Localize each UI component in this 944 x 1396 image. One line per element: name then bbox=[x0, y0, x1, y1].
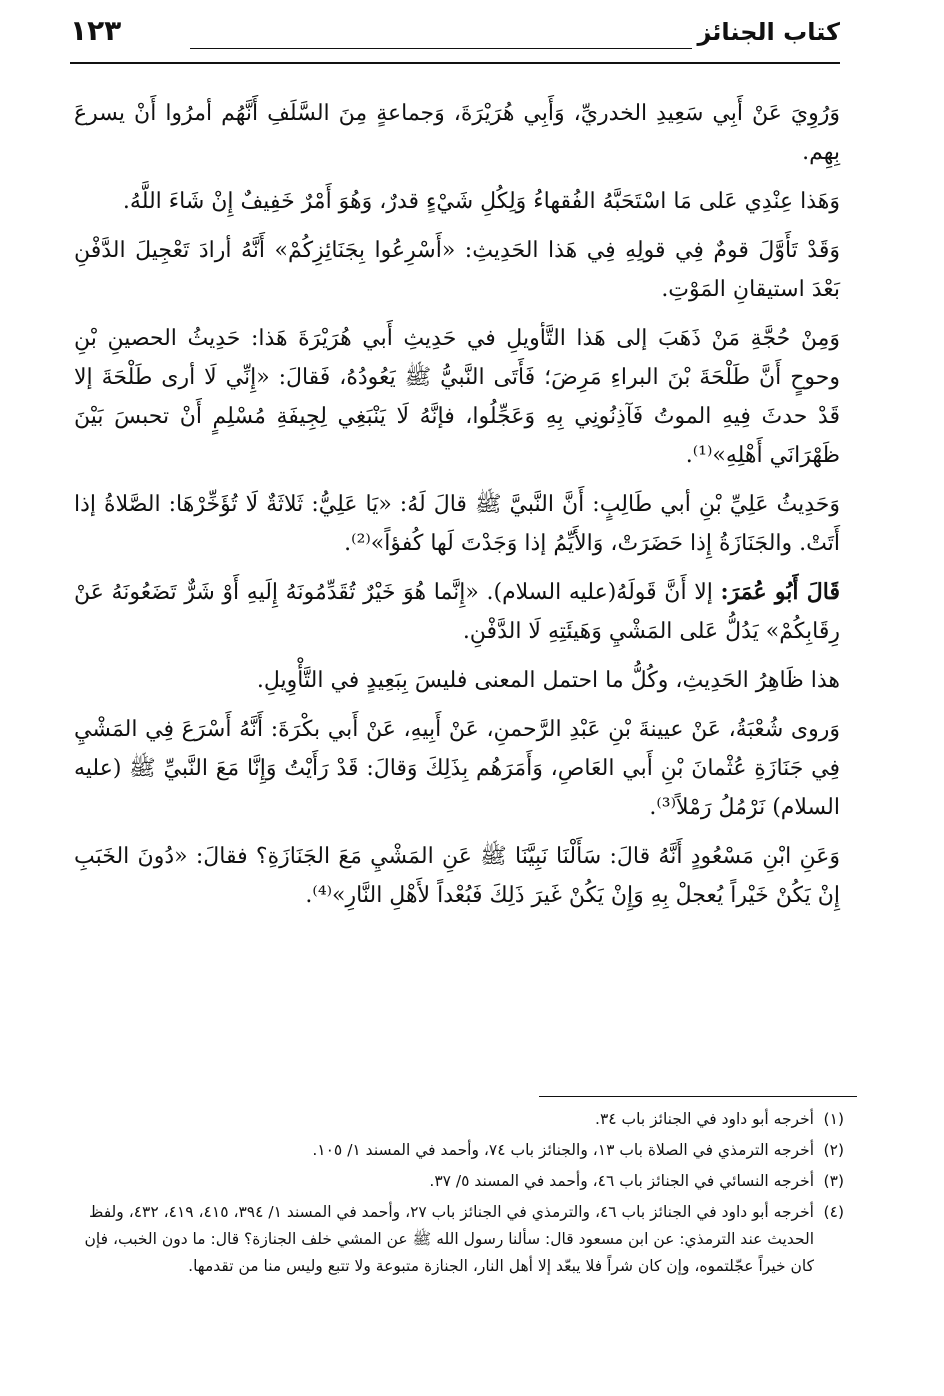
page-number: ١٢٣ bbox=[70, 14, 122, 47]
footnote bbox=[74, 1168, 844, 1195]
paragraph-text: وَعَنِ ابْنِ مَسْعُودٍ أَنَّهُ قالَ: سَأَلْنَا نَبِيَّنَا ﷺ عَنِ المَشْيِ مَعَ الجَنَازَةِ؟ فقالَ: «دُونَ الخَبَبِ إِنْ يَكُنْ خَيْراً يُعجلْ بِهِ وَإِنْ يَكُنْ غَيرَ ذَلِكَ فَبُعْداً لأَهْلِ النَّارِ»⁽⁴⁾. bbox=[74, 844, 840, 908]
footnote-text: أخرجه النسائي في الجنائز باب ٤٦، وأحمد في المسند ٥/ ٣٧. bbox=[429, 1172, 814, 1190]
footnote bbox=[74, 1199, 844, 1280]
paragraph-text: هذا ظَاهِرُ الحَدِيثِ، وكُلُّ ما احتمل المعنى فليسَ بِبَعِيدٍ في التَّأْوِيلِ. bbox=[256, 668, 840, 693]
paragraph bbox=[74, 837, 840, 915]
paragraph-text: وَهَذا عِنْدِي عَلى مَا اسْتَحَبَّهُ الفُقهاءُ وَلِكُلِ شَيْءٍ قدرٌ، وَهُوَ أَمْرٌ خَفِيفٌ إِنْ شَاءَ اللَّهُ. bbox=[122, 189, 840, 214]
paragraph-text: وَحَدِيثُ عَلِيِّ بْنِ أبي طَالِبٍ: أَنَّ النَّبيَّ ﷺ قالَ لَهُ: «يَا عَلِيُّ: ثَلاثَةٌ لَا تُؤَخِّرْهَا: الصَّلاةُ إذا أَتَتْ. والجَنَازَةُ إِذا حَضَرَتْ، وَالأَيِّمُ إذا وَجَدْتَ لَها كُفؤاً»⁽²⁾. bbox=[74, 492, 840, 556]
paragraph bbox=[74, 485, 840, 563]
footnote-text: أخرجه أبو داود في الجنائز باب ٣٤. bbox=[595, 1110, 814, 1128]
header-divider bbox=[190, 48, 692, 49]
paragraph bbox=[74, 573, 840, 651]
main-text bbox=[74, 94, 840, 925]
footnote-divider bbox=[539, 1096, 857, 1097]
footnote-text: أخرجه الترمذي في الصلاة باب ١٣، والجنائز باب ٧٤، وأحمد في المسند ١/ ١٠٥. bbox=[312, 1141, 814, 1159]
footnotes bbox=[74, 1106, 844, 1284]
header-rule bbox=[70, 62, 840, 64]
paragraph bbox=[74, 231, 840, 309]
chapter-title: كتاب الجنائز bbox=[697, 18, 840, 46]
footnote-number: (١) bbox=[823, 1110, 844, 1128]
paragraph-text: وَمِنْ حُجَّةِ مَنْ ذَهَبَ إلى هَذا التَّأويلِ في حَدِيثِ أَبي هُرَيْرَةَ هَذا: حَدِيثُ الحصينِ بْنِ وحوحٍ أَنَّ طَلْحَةَ بْنَ البراءِ مَرِضَ؛ فَأَتَى النَّبيُّ ﷺ يَعُودُهُ، فَقالَ: «إِنِّي لَا أرى طَلْحَةَ إلا قَدْ حدثَ فِيهِ الموتُ فَآذِنُونِي بِهِ وَعَجِّلُوا، فإنَّهُ لَا يَنْبَغِي لِجِيفَةِ مُسْلِمٍ أَنْ تحبسَ بَيْنَ ظَهْرَانَي أَهْلِهِ»⁽¹⁾. bbox=[74, 326, 840, 468]
footnote-number: (٣) bbox=[823, 1172, 844, 1190]
paragraph bbox=[74, 710, 840, 827]
paragraph-text: وَروى شُعْبَةُ، عَنْ عيينةَ بْنِ عَبْدِ الرَّحمنِ، عَنْ أَبِيهِ، عَنْ أَبي بكْرَةَ: أَنَّهُ أَسْرَعَ فِي المَشْيِ فِي جَنَازَةِ عُثْمانَ بْنِ أَبي العَاصِ، وَأَمَرَهُم بِذَلِكَ وَقالَ: قَدْ رَأَيْتُ وَإِنَّا مَعَ النَّبيِّ ﷺ (عليه السلام) نَرْمُلُ رَمْلاً⁽³⁾. bbox=[74, 717, 841, 820]
page-header bbox=[70, 14, 840, 58]
footnote bbox=[74, 1106, 844, 1133]
paragraph-text: وَقَدْ تَأَوَّلَ قومٌ فِي قولِهِ فِي هَذا الحَدِيثِ: «أَسْرِعُوا بِجَنَائِزِكُمْ» أَنَّهُ أرادَ تَعْجِيلَ الدَّفْنِ بَعْدَ استيقانِ المَوْتِ. bbox=[74, 238, 840, 302]
footnote bbox=[74, 1137, 844, 1164]
paragraph-text: إلا أَنَّ قَولَهُ(عليه السلام). «إِنَّما هُوَ خَيْرٌ تُقَدِّمُونَهُ إِلَيهِ أَوْ شَرٌّ تَضَعُونَهُ عَنْ رِقَابِكُمْ» يَدُلُّ عَلى المَشْيِ وَهَيئَتِهِ لَا الدَّفْنِ. bbox=[74, 580, 840, 644]
paragraph bbox=[74, 319, 840, 475]
footnote-number: (٤) bbox=[823, 1203, 844, 1221]
footnote-number: (٢) bbox=[823, 1141, 844, 1159]
paragraph-text: وَرُوِيَ عَنْ أَبِي سَعِيدِ الخدريِّ، وَأَبِي هُرَيْرَةَ، وَجماعةٍ مِنَ السَّلَفِ أَنَّهُم أمرُوا أَنْ يسرعَ بِهِم. bbox=[74, 101, 840, 165]
paragraph-lead: قَالَ أَبُو عُمَرَ: bbox=[720, 579, 840, 605]
paragraph bbox=[74, 661, 840, 700]
paragraph bbox=[74, 94, 840, 172]
paragraph bbox=[74, 182, 840, 221]
footnote-text: أخرجه أبو داود في الجنائز باب ٤٦، والترمذي في الجنائز باب ٢٧، وأحمد في المسند ١/ ٣٩٤، ٤١٥، ٤١٩، ٤٣٢، ولفظ الحديث عند الترمذي: عن ابن مسعود قال: سألنا رسول الله ﷺ عن المشي خلف الجنازة؟ قال: ما دون الخبب، فإن كان خيراً عجّلتموه، وإن كان شراً فلا يبعّد إلا أهل النار، الجنازة متبوعة ولا تتبع وليس منا من تقدمها. bbox=[84, 1203, 814, 1275]
